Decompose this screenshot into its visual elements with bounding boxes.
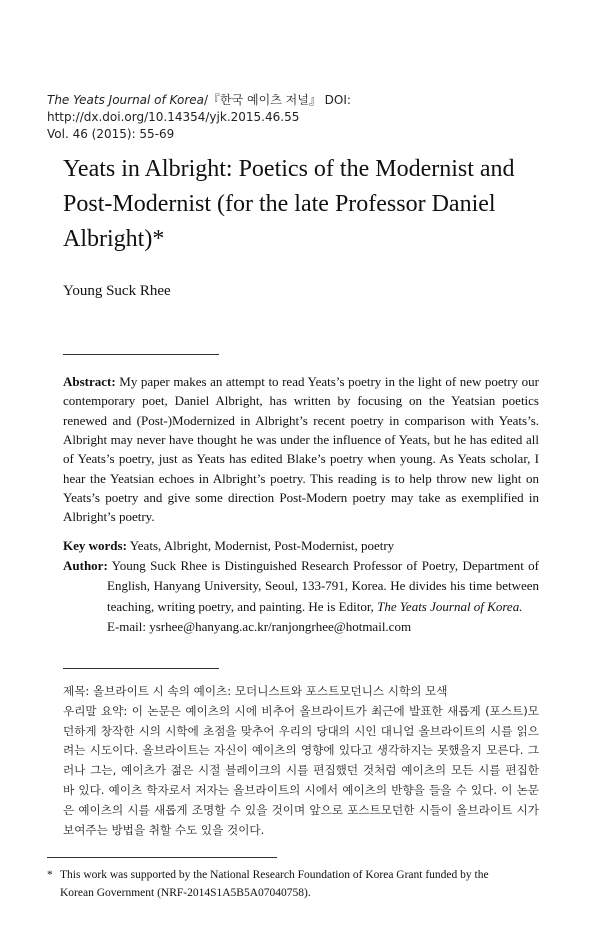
footnote-text: This work was supported by the National Research Foundation of Korea Grant funded by the (60, 869, 489, 881)
footnote-divider (47, 857, 277, 858)
journal-doi: /『한국 예이츠 저널』 DOI: http://dx.doi.org/10.14354/yjk.2015.46.55 (47, 93, 351, 124)
paper-title: Yeats in Albright: Poetics of the Modernist and Post-Modernist (for the late Professor Daniel Albright)* (63, 156, 515, 252)
journal-citation (47, 92, 567, 126)
keywords-label: Key words: (63, 538, 127, 553)
author-bio-body (63, 556, 539, 617)
divider (63, 668, 219, 669)
author-bio-label: Author: (63, 558, 108, 573)
author-email: E-mail: ysrhee@hanyang.ac.kr/ranjongrhee@hotmail.com (107, 619, 412, 635)
running-header (47, 92, 567, 143)
author-bio (63, 556, 539, 638)
journal-volume: Vol. 46 (2015): 55-69 (47, 127, 175, 141)
korean-summary: 우리말 요약: 이 논문은 예이츠의 시에 비추어 올브라이트가 최근에 발표한 새롭게 (포스트)모던하게 창작한 시의 시학에 초점을 맞추어 우리의 당대의 시인 대니얼 올브라이트의 시를 읽으려는 시도이다. 올브라이트는 자신이 예이츠의 영향에 있다고 생각하지는 못했을지 모른다. 그러나 그는, 예이츠가 젊은 시절 블레이크의 시를 편집했던 것처럼 예이츠의 모든 시를 편집한 바 있다. 예이츠 학자로서 저자는 올브라이트의 시에서 예이츠의 반향을 들을 수 있다. 이 논문은 예이츠의 시를 새롭게 조명할 수 있을 것이며 앞으로 포스트모던한 시들이 올브라이트 시가 보여주는 방법을 취할 수도 있을 것이다. (63, 703, 539, 837)
journal-title: The Yeats Journal of Korea (47, 93, 205, 107)
abstract-label: Abstract: (63, 374, 116, 389)
keywords (63, 536, 539, 555)
korean-abstract (63, 682, 539, 840)
abstract (63, 372, 539, 527)
paper-author: Young Suck Rhee (63, 283, 171, 299)
korean-title: 제목: 올브라이트 시 속의 예이츠: 모더니스트와 포스트모던니스 시학의 모색 (63, 684, 448, 698)
footnote-marker: * (47, 869, 53, 881)
abstract-text: My paper makes an attempt to read Yeats’s poetry in the light of new poetry our contemporary poet, Daniel Albright, has written by focusing on the Yeatsian poetics renewed and (Post-)Modernized in Albright’s recent poetry in comparison with Yeats’s. Albright may never have thought he was under the influence of Yeats, but he has edited all of Yeats’s poetry, just as Yeats has edited Blake’s poetry when young. As Yeats scholar, I hear the Yeatsian echoes in Albright’s poetry. This reading is to help throw new light on Yeats’s poetry and give some direction Post-Modern poetry may take as exemplified in Albright’s poetry. (63, 374, 540, 525)
footnote-text-continued: Korean Government (NRF-2014S1A5B5A07040758). (60, 887, 311, 899)
author-bio-journal: The Yeats Journal of Korea. (377, 598, 523, 614)
footnote (47, 866, 553, 902)
keywords-text: Yeats, Albright, Modernist, Post-Modernist, poetry (129, 538, 395, 553)
divider (63, 354, 219, 355)
author-bio-text: Young Suck Rhee is Distinguished Research Professor of Poetry, Department of English, Hanyang University, Seoul, 133-791, Korea. He divides his time between teaching, writing poetry, and painting. He is Editor, (107, 558, 539, 614)
